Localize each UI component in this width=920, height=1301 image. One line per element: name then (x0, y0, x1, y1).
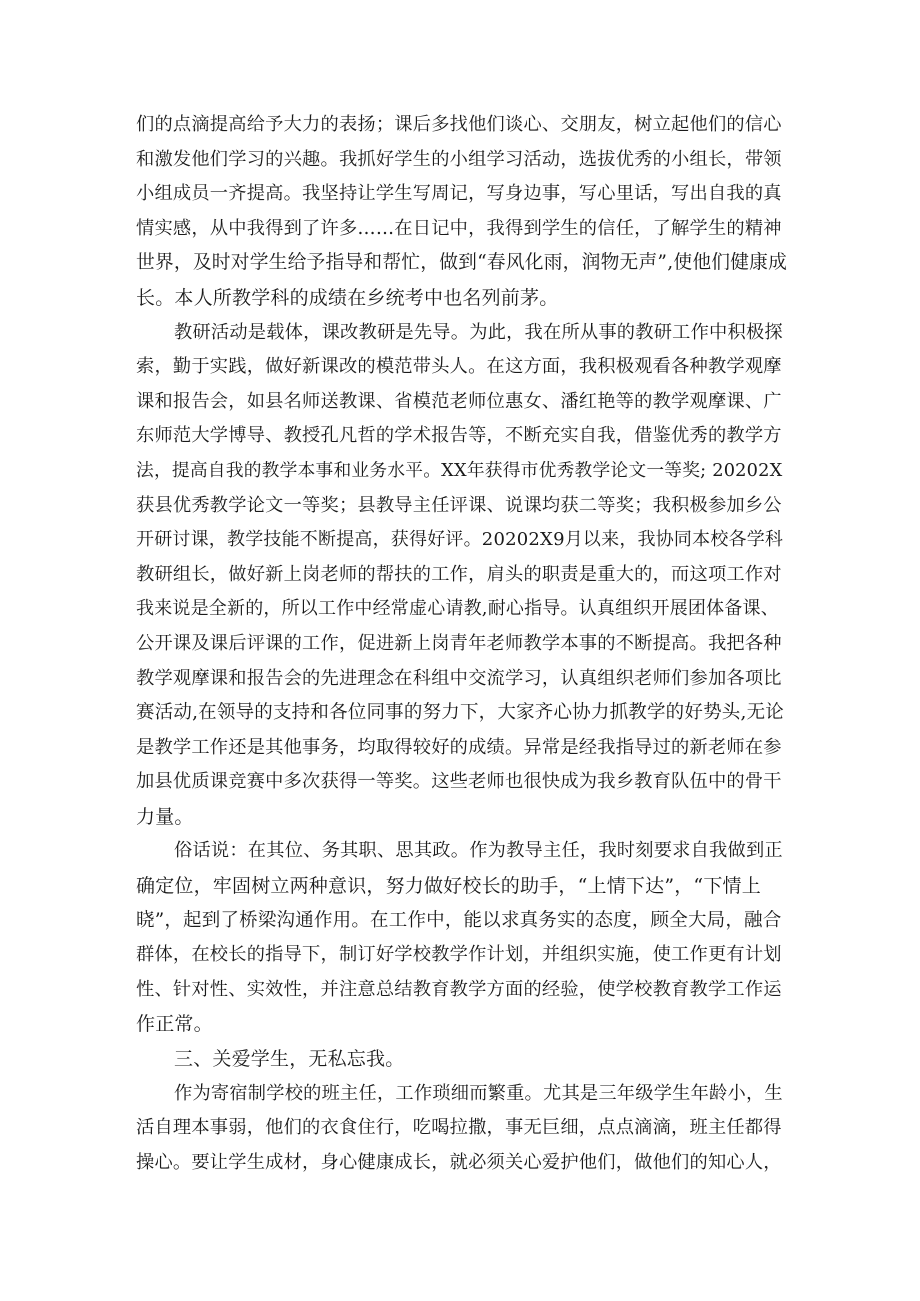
text-line: 东师范大学博导、教授孔凡哲的学术报告等，不断充实自我，借鉴优秀的教学方 (136, 425, 782, 447)
text-line: 操心。要让学生成材，身心健康成长，就必须关心爱护他们，做他们的知心人， (136, 1151, 782, 1173)
text-line: 群体，在校长的指导下，制订好学校教学作计划，并组织实施，使工作更有计划 (136, 944, 782, 966)
text-line: 课和报告会，如县名师送教课、省模范老师位惠女、潘红艳等的教学观摩课、广 (136, 390, 782, 412)
text-line: 活自理本事弱，他们的衣食住行，吃喝拉撒，事无巨细，点点滴滴，班主任都得 (136, 1117, 782, 1139)
text-line: 获县优秀教学论文一等奖；县教导主任评课、说课均获二等奖；我积极参加乡公 (136, 494, 782, 516)
text-line: 情实感，从中我得到了许多……在日记中，我得到学生的信任，了解学生的精神 (136, 217, 782, 239)
text-line: 作正常。 (136, 1013, 213, 1036)
text-line: 开研讨课，教学技能不断提高，获得好评。20202X9月以来，我协同本校各学科 (136, 529, 784, 551)
text-line: 世界，及时对学生给予指导和帮忙，做到“春风化雨，润物无声”,使他们健康成 (136, 252, 788, 274)
text-line: 赛活动,在领导的支持和各位同事的努力下，大家齐心协力抓教学的好势头,无论 (136, 702, 784, 724)
text-line: 力量。 (136, 805, 194, 828)
text-line: 和激发他们学习的兴趣。我抓好学生的小组学习活动，选拔优秀的小组长，带领 (136, 148, 782, 170)
text-line: 作为寄宿制学校的班主任，工作琐细而繁重。尤其是三年级学生年龄小，生 (174, 1082, 783, 1104)
text-line: 三、关爱学生，无私忘我。 (174, 1048, 405, 1071)
text-line: 是教学工作还是其他事务，均取得较好的成绩。异常是经我指导过的新老师在参 (136, 736, 782, 758)
text-line: 教研活动是载体，课改教研是先导。为此，我在所从事的教研工作中积极探 (174, 321, 783, 343)
text-line: 性、针对性、实效性，并注意总结教育教学方面的经验，使学校教育教学工作运 (136, 978, 782, 1000)
text-line: 索，勤于实践，做好新课改的模范带头人。在这方面，我积极观看各种教学观摩 (136, 356, 782, 378)
text-line: 俗话说：在其位、务其职、思其政。作为教导主任，我时刻要求自我做到正 (174, 840, 783, 862)
text-line: 小组成员一齐提高。我坚持让学生写周记，写身边事，写心里话，写出自我的真 (136, 183, 782, 205)
text-line: 公开课及课后评课的工作，促进新上岗青年老师教学本事的不断提高。我把各种 (136, 632, 782, 654)
text-line: 们的点滴提高给予大力的表扬；课后多找他们谈心、交朋友，树立起他们的信心 (136, 114, 782, 135)
text-line: 法，提高自我的教学本事和业务水平。XX年获得市优秀教学论文一等奖; 20202X (136, 460, 783, 481)
body-text (136, 108, 786, 1180)
text-line: 晓”，起到了桥梁沟通作用。在工作中，能以求真务实的态度，顾全大局，融合 (136, 909, 782, 931)
text-line: 教学观摩课和报告会的先进理念在科组中交流学习，认真组织老师们参加各项比 (136, 667, 782, 689)
text-line: 加县优质课竞赛中多次获得一等奖。这些老师也很快成为我乡教育队伍中的骨干 (136, 771, 782, 793)
text-line: 确定位，牢固树立两种意识，努力做好校长的助手，“上情下达”，“下情上 (136, 875, 761, 898)
text-line: 长。本人所教学科的成绩在乡统考中也名列前茅。 (136, 286, 559, 309)
text-line: 教研组长，做好新上岗老师的帮扶的工作，肩头的职责是重大的，而这项工作对 (136, 563, 782, 585)
text-line: 我来说是全新的，所以工作中经常虚心请教,耐心指导。认真组织开展团体备课、 (136, 598, 779, 620)
